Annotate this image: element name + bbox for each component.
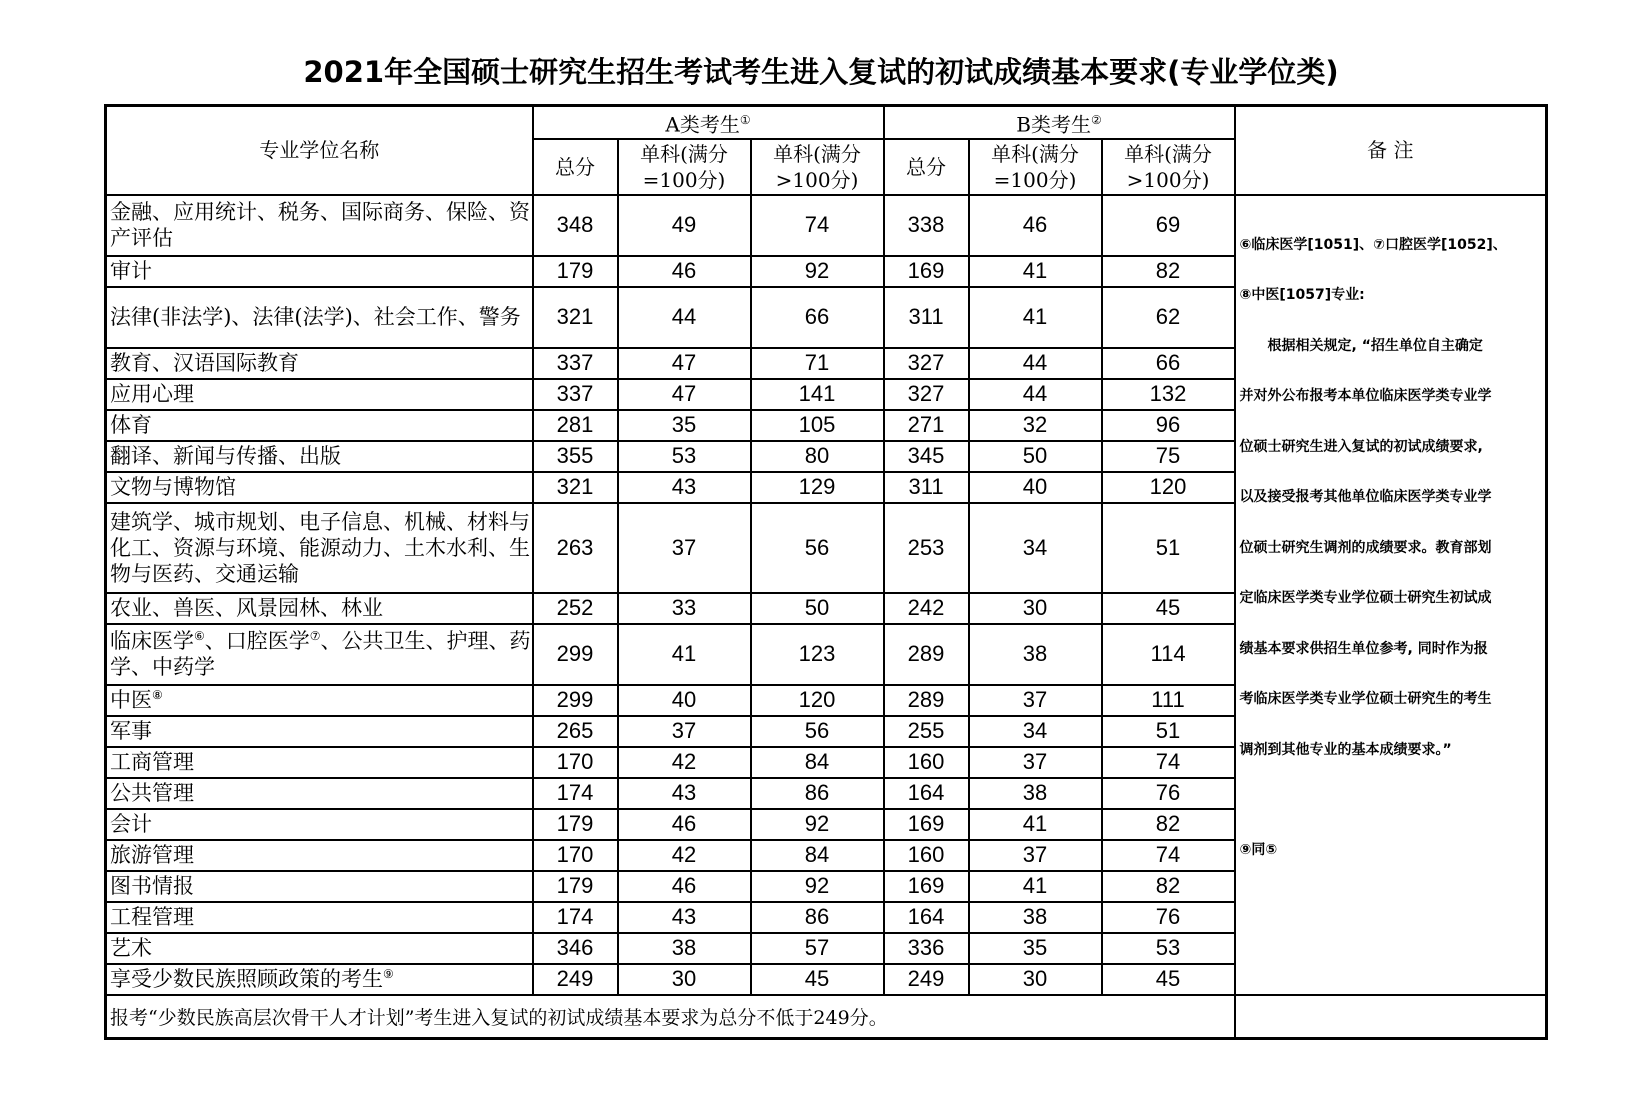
b-single-gt100: 69 — [1102, 195, 1235, 256]
header-remarks: 备 注 — [1235, 106, 1547, 195]
footer-note: 报考“少数民族高层次骨干人才计划”考生进入复试的初试成绩基本要求为总分不低于249分。 — [106, 995, 1235, 1039]
a-total: 179 — [533, 809, 618, 840]
a-single-gt100: 80 — [751, 441, 884, 472]
a-total: 321 — [533, 287, 618, 348]
header-group-a-mark: ① — [739, 113, 751, 127]
a-single100: 37 — [618, 716, 751, 747]
a-single100: 41 — [618, 624, 751, 685]
footnote-mark: ⑥ — [194, 629, 205, 644]
header-a-total: 总分 — [533, 139, 618, 195]
a-single100: 43 — [618, 472, 751, 503]
header-b-single100-l2: =100分) — [993, 167, 1077, 192]
b-total: 289 — [884, 685, 969, 716]
b-single-gt100: 111 — [1102, 685, 1235, 716]
remarks-line: ⑧中医[1057]专业: — [1239, 287, 1365, 304]
remarks-line: 根据相关规定, “招生单位自主确定 — [1239, 337, 1483, 354]
table-footer-row — [106, 995, 1547, 1039]
remarks-cell — [1235, 195, 1547, 995]
a-single-gt100: 84 — [751, 840, 884, 871]
a-total: 337 — [533, 348, 618, 379]
a-single-gt100: 45 — [751, 964, 884, 995]
a-single100: 49 — [618, 195, 751, 256]
remarks-line: ⑥临床医学[1051]、⑦口腔医学[1052]、 — [1239, 236, 1507, 253]
major-name — [106, 685, 533, 716]
b-total: 160 — [884, 840, 969, 871]
b-single100: 34 — [969, 503, 1102, 593]
a-total: 355 — [533, 441, 618, 472]
a-single100: 53 — [618, 441, 751, 472]
major-name: 审计 — [106, 256, 533, 287]
b-total: 242 — [884, 593, 969, 624]
b-single-gt100: 62 — [1102, 287, 1235, 348]
b-single-gt100: 53 — [1102, 933, 1235, 964]
b-total: 169 — [884, 809, 969, 840]
a-total: 170 — [533, 840, 618, 871]
a-single-gt100: 74 — [751, 195, 884, 256]
major-name: 翻译、新闻与传播、出版 — [106, 441, 533, 472]
a-single-gt100: 50 — [751, 593, 884, 624]
header-b-single-gt100-l1: 单科(满分 — [1124, 141, 1212, 166]
major-name-part: 享受少数民族照顾政策的考生 — [110, 967, 383, 992]
major-name: 金融、应用统计、税务、国际商务、保险、资产评估 — [106, 195, 533, 256]
b-total: 327 — [884, 348, 969, 379]
b-single100: 46 — [969, 195, 1102, 256]
b-total: 160 — [884, 747, 969, 778]
major-name: 工程管理 — [106, 902, 533, 933]
header-b-single-gt100-l2: >100分) — [1126, 167, 1210, 192]
a-single-gt100: 56 — [751, 503, 884, 593]
footnote-mark: ⑧ — [152, 688, 163, 703]
b-single100: 37 — [969, 685, 1102, 716]
b-total: 289 — [884, 624, 969, 685]
a-single-gt100: 105 — [751, 410, 884, 441]
a-total: 249 — [533, 964, 618, 995]
a-total: 265 — [533, 716, 618, 747]
b-total: 169 — [884, 256, 969, 287]
b-total: 311 — [884, 287, 969, 348]
b-single100: 32 — [969, 410, 1102, 441]
major-name — [106, 624, 533, 685]
b-single100: 30 — [969, 593, 1102, 624]
major-name-part: 、口腔医学 — [204, 629, 310, 654]
a-single-gt100: 92 — [751, 871, 884, 902]
a-single100: 35 — [618, 410, 751, 441]
major-name: 应用心理 — [106, 379, 533, 410]
major-name: 会计 — [106, 809, 533, 840]
header-b-single100-l1: 单科(满分 — [991, 141, 1079, 166]
remarks-line: ⑨同⑤ — [1239, 842, 1278, 859]
remarks-line: 位硕士研究生调剂的成绩要求。教育部划 — [1239, 539, 1492, 556]
b-total: 336 — [884, 933, 969, 964]
b-single-gt100: 66 — [1102, 348, 1235, 379]
a-total: 337 — [533, 379, 618, 410]
major-name: 文物与博物馆 — [106, 472, 533, 503]
b-total: 164 — [884, 902, 969, 933]
b-single100: 37 — [969, 747, 1102, 778]
major-name — [106, 964, 533, 995]
a-total: 281 — [533, 410, 618, 441]
major-name: 工商管理 — [106, 747, 533, 778]
b-single-gt100: 76 — [1102, 778, 1235, 809]
b-total: 311 — [884, 472, 969, 503]
b-total: 327 — [884, 379, 969, 410]
b-single-gt100: 74 — [1102, 747, 1235, 778]
header-a-single100 — [618, 139, 751, 195]
a-single-gt100: 84 — [751, 747, 884, 778]
b-total: 338 — [884, 195, 969, 256]
a-single-gt100: 86 — [751, 902, 884, 933]
b-single100: 41 — [969, 809, 1102, 840]
a-single100: 44 — [618, 287, 751, 348]
table-row — [106, 195, 1547, 256]
page-title: 2021年全国硕士研究生招生考试考生进入复试的初试成绩基本要求(专业学位类) — [303, 55, 1339, 89]
header-group-a — [533, 106, 884, 139]
b-single100: 44 — [969, 348, 1102, 379]
header-a-single100-l1: 单科(满分 — [640, 141, 728, 166]
a-single100: 43 — [618, 902, 751, 933]
major-name: 艺术 — [106, 933, 533, 964]
header-group-b-label: B类考生 — [1016, 112, 1091, 137]
remarks-line: 并对外公布报考本单位临床医学类专业学 — [1239, 388, 1492, 405]
b-single100: 41 — [969, 871, 1102, 902]
a-single-gt100: 66 — [751, 287, 884, 348]
a-total: 170 — [533, 747, 618, 778]
a-single-gt100: 92 — [751, 809, 884, 840]
a-single100: 40 — [618, 685, 751, 716]
b-single-gt100: 96 — [1102, 410, 1235, 441]
a-single100: 37 — [618, 503, 751, 593]
b-single100: 41 — [969, 256, 1102, 287]
b-single-gt100: 82 — [1102, 809, 1235, 840]
b-single-gt100: 51 — [1102, 503, 1235, 593]
b-single-gt100: 82 — [1102, 871, 1235, 902]
score-requirements-table — [104, 104, 1548, 1040]
a-single100: 42 — [618, 840, 751, 871]
b-single-gt100: 74 — [1102, 840, 1235, 871]
a-total: 252 — [533, 593, 618, 624]
a-single-gt100: 129 — [751, 472, 884, 503]
major-name: 教育、汉语国际教育 — [106, 348, 533, 379]
b-single-gt100: 82 — [1102, 256, 1235, 287]
a-single100: 38 — [618, 933, 751, 964]
remarks-line: 以及接受报考其他单位临床医学类专业学 — [1239, 489, 1492, 506]
b-single-gt100: 120 — [1102, 472, 1235, 503]
b-total: 345 — [884, 441, 969, 472]
header-a-single-gt100-l1: 单科(满分 — [773, 141, 861, 166]
a-single-gt100: 123 — [751, 624, 884, 685]
a-single100: 43 — [618, 778, 751, 809]
a-single100: 47 — [618, 348, 751, 379]
header-b-single100 — [969, 139, 1102, 195]
major-name: 体育 — [106, 410, 533, 441]
b-single100: 44 — [969, 379, 1102, 410]
b-total: 249 — [884, 964, 969, 995]
header-b-total: 总分 — [884, 139, 969, 195]
major-name: 法律(非法学)、法律(法学)、社会工作、警务 — [106, 287, 533, 348]
header-a-single-gt100-l2: >100分) — [775, 167, 859, 192]
a-total: 174 — [533, 778, 618, 809]
a-total: 179 — [533, 256, 618, 287]
remarks-line: 考临床医学类专业学位硕士研究生的考生 — [1239, 691, 1492, 708]
b-total: 253 — [884, 503, 969, 593]
b-single100: 34 — [969, 716, 1102, 747]
a-single-gt100: 141 — [751, 379, 884, 410]
major-name-part: 中医 — [110, 688, 152, 713]
major-name: 公共管理 — [106, 778, 533, 809]
a-single100: 42 — [618, 747, 751, 778]
remarks-line: 绩基本要求供招生单位参考, 同时作为报 — [1239, 640, 1488, 657]
b-single-gt100: 114 — [1102, 624, 1235, 685]
b-single100: 40 — [969, 472, 1102, 503]
a-single100: 30 — [618, 964, 751, 995]
header-major-name: 专业学位名称 — [106, 106, 533, 195]
b-total: 164 — [884, 778, 969, 809]
a-single100: 47 — [618, 379, 751, 410]
b-single100: 38 — [969, 778, 1102, 809]
a-single-gt100: 92 — [751, 256, 884, 287]
a-total: 263 — [533, 503, 618, 593]
b-single100: 30 — [969, 964, 1102, 995]
major-name: 农业、兽医、风景园林、林业 — [106, 593, 533, 624]
major-name-part: 临床医学 — [110, 629, 194, 654]
a-single100: 46 — [618, 256, 751, 287]
b-single100: 38 — [969, 902, 1102, 933]
b-single100: 35 — [969, 933, 1102, 964]
a-total: 174 — [533, 902, 618, 933]
a-single-gt100: 56 — [751, 716, 884, 747]
a-single-gt100: 71 — [751, 348, 884, 379]
header-a-single100-l2: =100分) — [642, 167, 726, 192]
footnote-mark: ⑦ — [309, 629, 321, 644]
major-name-part: 、公共卫生、护理、药学、中药学 — [110, 629, 531, 680]
b-single-gt100: 51 — [1102, 716, 1235, 747]
major-name: 旅游管理 — [106, 840, 533, 871]
b-single100: 41 — [969, 287, 1102, 348]
b-single-gt100: 45 — [1102, 593, 1235, 624]
header-group-a-label: A类考生 — [665, 112, 740, 137]
a-single100: 33 — [618, 593, 751, 624]
a-total: 348 — [533, 195, 618, 256]
header-group-b — [884, 106, 1235, 139]
b-total: 271 — [884, 410, 969, 441]
b-single-gt100: 76 — [1102, 902, 1235, 933]
a-single-gt100: 86 — [751, 778, 884, 809]
b-total: 255 — [884, 716, 969, 747]
a-total: 346 — [533, 933, 618, 964]
a-total: 179 — [533, 871, 618, 902]
major-name: 建筑学、城市规划、电子信息、机械、材料与化工、资源与环境、能源动力、土木水利、生物与医药、交通运输 — [106, 503, 533, 593]
header-b-single-gt100 — [1102, 139, 1235, 195]
b-single-gt100: 45 — [1102, 964, 1235, 995]
footnote-mark: ⑨ — [383, 967, 394, 982]
a-single100: 46 — [618, 871, 751, 902]
b-single100: 50 — [969, 441, 1102, 472]
header-a-single-gt100 — [751, 139, 884, 195]
a-total: 321 — [533, 472, 618, 503]
b-single100: 37 — [969, 840, 1102, 871]
major-name: 军事 — [106, 716, 533, 747]
remarks-line: 定临床医学类专业学位硕士研究生初试成 — [1239, 590, 1492, 607]
a-total: 299 — [533, 685, 618, 716]
b-single-gt100: 132 — [1102, 379, 1235, 410]
a-total: 299 — [533, 624, 618, 685]
remarks-line: 位硕士研究生进入复试的初试成绩要求, — [1239, 438, 1483, 455]
b-total: 169 — [884, 871, 969, 902]
remarks-line: 调剂到其他专业的基本成绩要求。” — [1239, 741, 1452, 758]
a-single100: 46 — [618, 809, 751, 840]
b-single-gt100: 75 — [1102, 441, 1235, 472]
major-name: 图书情报 — [106, 871, 533, 902]
b-single100: 38 — [969, 624, 1102, 685]
a-single-gt100: 120 — [751, 685, 884, 716]
header-group-b-mark: ② — [1091, 113, 1102, 127]
a-single-gt100: 57 — [751, 933, 884, 964]
